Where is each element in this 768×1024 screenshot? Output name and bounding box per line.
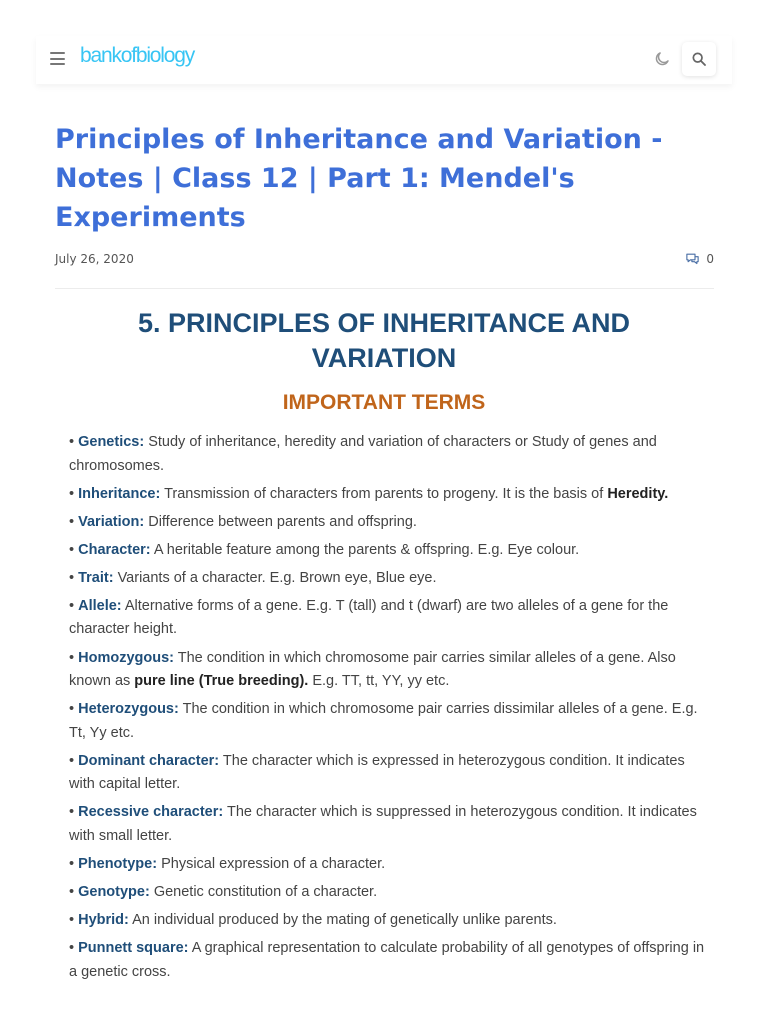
term-item [69,539,709,563]
comments-link[interactable] [685,251,714,266]
term-definition: Alternative forms of a gene. E.g. T (tall) and t (dwarf) are two alleles of a gene for the character height. [69,597,669,638]
term-definition-continued: E.g. TT, tt, YY, yy etc. [308,673,450,690]
post-date: July 26, 2020 [55,252,134,266]
comment-count: 0 [706,251,714,266]
bullet: • [69,940,75,957]
term-definition: The condition in which chromosome pair carries similar alleles of a gene. Also known as [69,649,676,690]
term-label: Genotype: [78,884,150,901]
term-label: Dominant character: [78,752,220,769]
term-definition: Physical expression of a character. [157,855,386,872]
term-definition: The condition in which chromosome pair carries dissimilar alleles of a gene. E.g. Tt, Yy etc. [69,701,698,741]
bullet: • [69,804,75,821]
chapter-title: 5. PRINCIPLES OF INHERITANCE AND VARIATION [137,308,631,373]
post-title: Principles of Inheritance and Variation - Notes | Class 12 | Part 1: Mendel's Experiments [55,124,663,233]
search-icon [691,51,707,67]
term-label: Genetics: [78,434,145,450]
term-definition: A heritable feature among the parents & offspring. E.g. Eye colour. [150,541,580,558]
term-item [69,909,709,933]
term-item [69,431,709,478]
term-item [69,511,709,535]
term-definition: The character which is suppressed in heterozygous condition. It indicates with small letter. [69,804,697,844]
term-definition: Transmission of characters from parents to progeny. It is the basis of [160,485,608,502]
section-title: IMPORTANT TERMS [282,391,486,414]
term-label: Phenotype: [78,855,158,872]
bullet: • [69,597,75,614]
term-item [69,801,709,848]
bullet: • [69,485,75,502]
bullet: • [69,541,75,558]
term-item [69,937,709,984]
bullet: • [69,855,75,872]
bullet: • [69,649,75,666]
term-definition: A graphical representation to calculate probability of all genotypes of offspring in a genetic cross. [69,940,705,980]
bullet: • [69,752,75,769]
term-item [69,698,709,745]
term-label: Recessive character: [78,804,224,821]
term-definition: Difference between parents and offspring. [144,513,417,530]
term-definition: An individual produced by the mating of genetically unlike parents. [128,912,557,929]
term-label: Inheritance: [78,485,161,502]
bullet: • [69,912,75,929]
divider [55,288,714,289]
search-button[interactable] [682,42,716,76]
term-item [69,750,709,797]
term-emphasis: pure line (True breeding). [134,673,309,690]
term-item [69,881,709,905]
term-item [69,647,709,694]
term-label: Hybrid: [78,912,129,929]
moon-icon[interactable] [653,50,671,68]
term-item [69,853,709,877]
term-label: Trait: [78,569,114,586]
term-definition: Variants of a character. E.g. Brown eye, Blue eye. [113,569,437,586]
hamburger-icon[interactable] [50,52,65,65]
site-logo[interactable]: bankofbiology [80,44,194,67]
term-definition: Genetic constitution of a character. [149,884,378,901]
bullet: • [69,434,75,450]
term-definition: The character which is expressed in heterozygous condition. It indicates with capital letter. [69,752,685,793]
term-label: Variation: [78,513,145,530]
site-header [36,36,732,84]
bullet: • [69,513,75,530]
term-item [69,567,709,591]
bullet: • [69,569,75,586]
bullet: • [69,701,75,718]
term-emphasis: Heredity. [607,485,669,502]
term-label: Punnett square: [78,940,189,957]
term-definition: Study of inheritance, heredity and variation of characters or Study of genes and chromosomes. [69,434,657,474]
comments-icon [685,251,700,266]
term-label: Allele: [78,597,122,614]
term-label: Heterozygous: [78,701,179,718]
term-label: Character: [78,541,151,558]
term-item [69,483,709,507]
term-label: Homozygous: [78,649,174,666]
terms-list [69,431,709,989]
term-item [69,595,709,642]
bullet: • [69,884,75,901]
